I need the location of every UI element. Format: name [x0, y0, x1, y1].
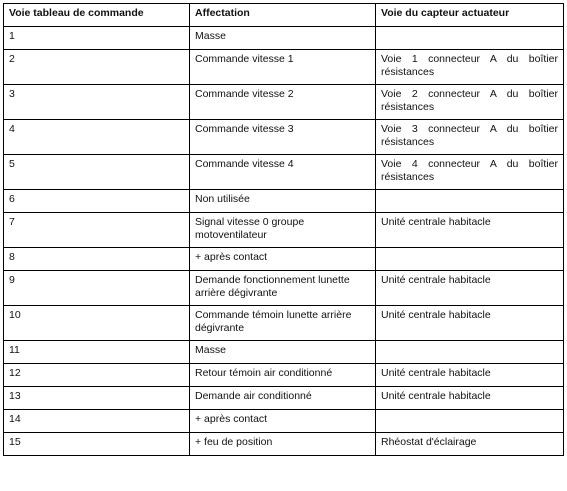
- table-row: [4, 155, 564, 190]
- header-affectation: Affectation: [190, 4, 376, 27]
- cell-capteur: Unité centrale habitacle: [376, 364, 564, 387]
- cell-voie: 6: [4, 190, 190, 213]
- table-row: [4, 306, 564, 341]
- cell-affectation: Commande vitesse 1: [190, 50, 376, 85]
- cell-capteur: [376, 410, 564, 433]
- table-row: [4, 190, 564, 213]
- table-row: [4, 248, 564, 271]
- cell-capteur: Voie 3 connecteur A du boîtier résistances: [376, 120, 564, 155]
- cell-affectation: + après contact: [190, 410, 376, 433]
- cell-capteur: Unité centrale habitacle: [376, 387, 564, 410]
- cell-capteur: Voie 4 connecteur A du boîtier résistances: [376, 155, 564, 190]
- cell-affectation: + après contact: [190, 248, 376, 271]
- cell-affectation: Demande air conditionné: [190, 387, 376, 410]
- cell-affectation: Demande fonctionnement lunette arrière dégivrante: [190, 271, 376, 306]
- cell-capteur: Voie 2 connecteur A du boîtier résistances: [376, 85, 564, 120]
- cell-affectation: Signal vitesse 0 groupe motoventilateur: [190, 213, 376, 248]
- cell-voie: 1: [4, 27, 190, 50]
- cell-voie: 2: [4, 50, 190, 85]
- cell-affectation: Masse: [190, 341, 376, 364]
- connector-table-wrapper: [3, 3, 564, 456]
- cell-voie: 12: [4, 364, 190, 387]
- connector-pinout-table: [3, 3, 564, 456]
- cell-affectation: Commande vitesse 4: [190, 155, 376, 190]
- cell-affectation: Non utilisée: [190, 190, 376, 213]
- cell-voie: 4: [4, 120, 190, 155]
- header-voie-capteur: Voie du capteur actuateur: [376, 4, 564, 27]
- cell-capteur: Voie 1 connecteur A du boîtier résistances: [376, 50, 564, 85]
- cell-affectation: Commande vitesse 3: [190, 120, 376, 155]
- table-row: [4, 341, 564, 364]
- table-row: [4, 364, 564, 387]
- cell-voie: 13: [4, 387, 190, 410]
- cell-affectation: + feu de position: [190, 433, 376, 456]
- cell-voie: 8: [4, 248, 190, 271]
- cell-capteur: Rhéostat d'éclairage: [376, 433, 564, 456]
- cell-capteur: Unité centrale habitacle: [376, 306, 564, 341]
- cell-voie: 10: [4, 306, 190, 341]
- cell-voie: 9: [4, 271, 190, 306]
- table-row: [4, 213, 564, 248]
- cell-capteur: [376, 248, 564, 271]
- cell-capteur: [376, 190, 564, 213]
- cell-voie: 14: [4, 410, 190, 433]
- cell-affectation: Commande témoin lunette arrière dégivrante: [190, 306, 376, 341]
- cell-affectation: Commande vitesse 2: [190, 85, 376, 120]
- cell-voie: 11: [4, 341, 190, 364]
- cell-voie: 15: [4, 433, 190, 456]
- table-row: [4, 27, 564, 50]
- table-row: [4, 120, 564, 155]
- cell-capteur: [376, 27, 564, 50]
- cell-affectation: Masse: [190, 27, 376, 50]
- table-row: [4, 50, 564, 85]
- table-row: [4, 85, 564, 120]
- header-voie-tableau: Voie tableau de commande: [4, 4, 190, 27]
- table-header-row: [4, 4, 564, 27]
- table-row: [4, 387, 564, 410]
- cell-capteur: Unité centrale habitacle: [376, 271, 564, 306]
- table-row: [4, 410, 564, 433]
- cell-voie: 5: [4, 155, 190, 190]
- cell-voie: 3: [4, 85, 190, 120]
- cell-capteur: [376, 341, 564, 364]
- table-row: [4, 271, 564, 306]
- table-row: [4, 433, 564, 456]
- cell-voie: 7: [4, 213, 190, 248]
- cell-affectation: Retour témoin air conditionné: [190, 364, 376, 387]
- cell-capteur: Unité centrale habitacle: [376, 213, 564, 248]
